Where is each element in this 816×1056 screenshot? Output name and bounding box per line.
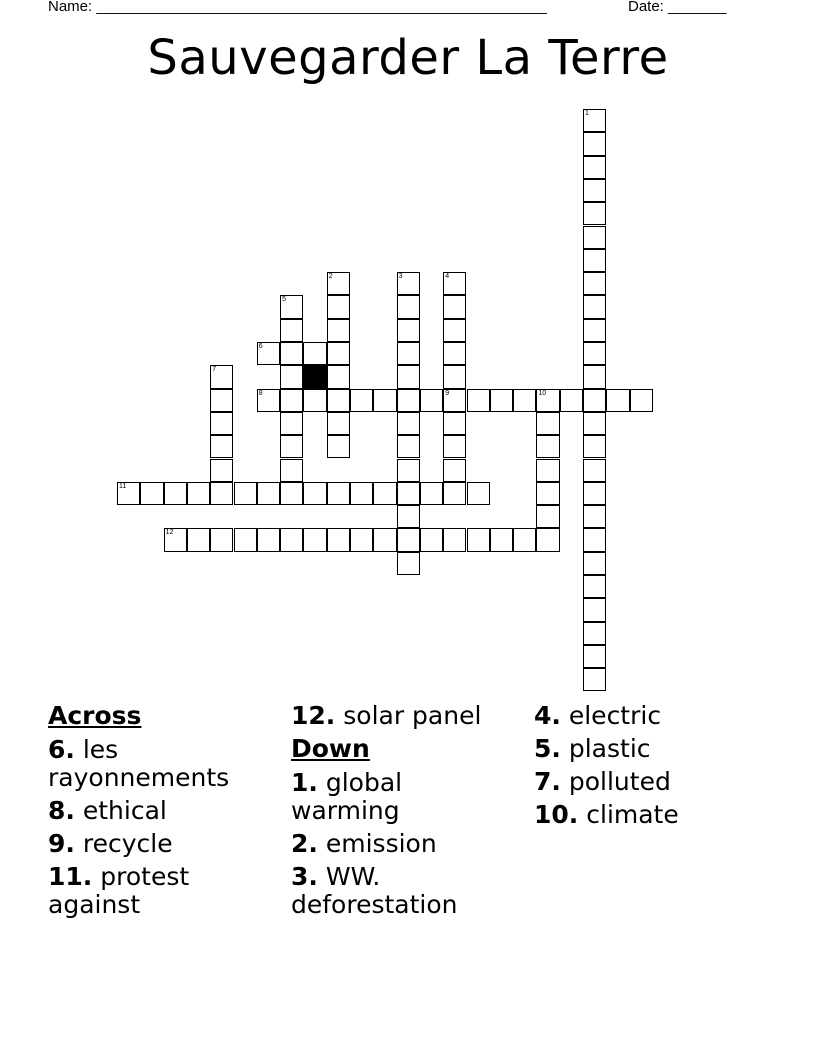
clue-number: 11 xyxy=(119,482,127,490)
grid-cell[interactable] xyxy=(327,435,350,458)
grid-cell[interactable] xyxy=(187,528,210,551)
grid-cell[interactable] xyxy=(234,528,257,551)
clue-column-3 xyxy=(534,702,774,834)
grid-cell[interactable] xyxy=(443,412,466,435)
grid-cell[interactable] xyxy=(536,435,559,458)
grid-cell[interactable] xyxy=(397,528,420,551)
grid-cell[interactable] xyxy=(630,389,653,412)
clue-across-11: 11. protest against xyxy=(48,862,190,919)
grid-cell[interactable] xyxy=(234,482,257,505)
grid-cell[interactable] xyxy=(583,156,606,179)
grid-cell[interactable] xyxy=(280,482,303,505)
clue-across-6: 6. les rayonnements xyxy=(48,735,230,792)
grid-cell[interactable] xyxy=(397,505,420,528)
grid-cell[interactable] xyxy=(327,482,350,505)
grid-cell[interactable] xyxy=(117,482,140,505)
grid-cell[interactable] xyxy=(443,435,466,458)
clue-number: 2 xyxy=(328,273,333,281)
grid-cell[interactable] xyxy=(187,482,210,505)
grid-cell[interactable] xyxy=(513,528,536,551)
grid-cell[interactable] xyxy=(583,202,606,225)
grid-cell[interactable] xyxy=(280,459,303,482)
grid-cell[interactable] xyxy=(583,645,606,668)
grid-cell[interactable] xyxy=(397,295,420,318)
clue-number: 5 xyxy=(282,296,286,304)
grid-cell[interactable] xyxy=(280,365,303,388)
clue-number: 9 xyxy=(445,389,450,397)
grid-cell[interactable] xyxy=(560,389,583,412)
grid-cell[interactable] xyxy=(397,435,420,458)
down-heading: Down xyxy=(291,734,370,763)
grid-cell[interactable] xyxy=(536,482,559,505)
grid-cell[interactable] xyxy=(583,342,606,365)
grid-cell[interactable] xyxy=(536,505,559,528)
grid-cell[interactable] xyxy=(583,319,606,342)
grid-cell[interactable] xyxy=(536,459,559,482)
grid-cell[interactable] xyxy=(140,482,163,505)
grid-cell[interactable] xyxy=(327,412,350,435)
grid-cell[interactable] xyxy=(257,342,280,365)
grid-cell[interactable] xyxy=(210,412,233,435)
grid-cell[interactable] xyxy=(513,389,536,412)
grid-cell[interactable] xyxy=(583,295,606,318)
grid-cell[interactable] xyxy=(164,482,187,505)
grid-cell[interactable] xyxy=(583,272,606,295)
grid-cell[interactable] xyxy=(536,528,559,551)
grid-cell[interactable] xyxy=(210,528,233,551)
grid-cell[interactable] xyxy=(280,528,303,551)
grid-cell[interactable] xyxy=(327,342,350,365)
grid-cell[interactable] xyxy=(257,389,280,412)
grid-cell[interactable] xyxy=(327,389,350,412)
clue-number: 7 xyxy=(212,366,217,374)
clue-number: 10 xyxy=(538,389,547,397)
grid-cell[interactable] xyxy=(350,482,373,505)
grid-cell[interactable] xyxy=(257,528,280,551)
name-field-label: Name: ______________________________________________________ xyxy=(48,0,547,15)
clue-across-9: 9. recycle xyxy=(48,829,173,858)
grid-cell[interactable] xyxy=(583,226,606,249)
grid-cell[interactable] xyxy=(327,295,350,318)
clue-down-10: 10. climate xyxy=(534,800,679,829)
grid-cell[interactable] xyxy=(583,389,606,412)
grid-cell[interactable] xyxy=(443,342,466,365)
grid-cell[interactable] xyxy=(490,528,513,551)
grid-cell[interactable] xyxy=(303,528,326,551)
clue-across-12: 12. solar panel xyxy=(291,701,482,730)
grid-cell[interactable] xyxy=(583,668,606,691)
grid-cell[interactable] xyxy=(210,482,233,505)
grid-cell-blocked xyxy=(303,365,326,388)
grid-cell[interactable] xyxy=(397,459,420,482)
grid-cell[interactable] xyxy=(280,435,303,458)
clue-number: 3 xyxy=(398,273,403,281)
grid-cell[interactable] xyxy=(397,342,420,365)
clue-number: 12 xyxy=(165,529,174,537)
grid-cell[interactable] xyxy=(443,389,466,412)
grid-cell[interactable] xyxy=(373,528,396,551)
clue-down-3: 3. WW. deforestation xyxy=(291,862,458,919)
grid-cell[interactable] xyxy=(583,528,606,551)
grid-cell[interactable] xyxy=(397,365,420,388)
grid-cell[interactable] xyxy=(443,459,466,482)
clue-down-2: 2. emission xyxy=(291,829,437,858)
grid-cell[interactable] xyxy=(583,109,606,132)
clue-down-1: 1. global warming xyxy=(291,768,403,825)
grid-cell[interactable] xyxy=(280,342,303,365)
grid-cell[interactable] xyxy=(583,575,606,598)
grid-cell[interactable] xyxy=(280,319,303,342)
grid-cell[interactable] xyxy=(210,389,233,412)
grid-cell[interactable] xyxy=(420,389,443,412)
grid-cell[interactable] xyxy=(583,459,606,482)
date-field-label: Date: _______ xyxy=(628,0,727,15)
grid-cell[interactable] xyxy=(583,249,606,272)
grid-cell[interactable] xyxy=(210,365,233,388)
grid-cell[interactable] xyxy=(303,389,326,412)
grid-cell[interactable] xyxy=(420,528,443,551)
clue-number: 8 xyxy=(258,389,263,397)
grid-cell[interactable] xyxy=(373,482,396,505)
grid-cell[interactable] xyxy=(210,435,233,458)
clue-number: 1 xyxy=(585,110,589,117)
clue-down-5: 5. plastic xyxy=(534,734,651,763)
grid-cell[interactable] xyxy=(606,389,629,412)
grid-cell[interactable] xyxy=(443,319,466,342)
grid-cell[interactable] xyxy=(467,482,490,505)
grid-cell[interactable] xyxy=(327,528,350,551)
grid-cell[interactable] xyxy=(583,482,606,505)
grid-cell[interactable] xyxy=(443,272,466,295)
grid-cell[interactable] xyxy=(164,528,187,551)
grid-cell[interactable] xyxy=(583,412,606,435)
grid-cell[interactable] xyxy=(373,389,396,412)
grid-cell[interactable] xyxy=(583,132,606,155)
grid-cell[interactable] xyxy=(257,482,280,505)
header xyxy=(48,0,748,15)
grid-cell[interactable] xyxy=(583,622,606,645)
grid-cell[interactable] xyxy=(327,319,350,342)
grid-cell[interactable] xyxy=(397,412,420,435)
grid-cell[interactable] xyxy=(327,272,350,295)
grid-cell[interactable] xyxy=(536,389,559,412)
grid-cell[interactable] xyxy=(280,295,303,318)
grid-cell[interactable] xyxy=(490,389,513,412)
page-title: Sauvegarder La Terre xyxy=(147,30,669,86)
grid-cell[interactable] xyxy=(583,179,606,202)
grid-cell[interactable] xyxy=(303,342,326,365)
clue-across-8: 8. ethical xyxy=(48,796,167,825)
grid-cell[interactable] xyxy=(583,505,606,528)
grid-cell[interactable] xyxy=(327,365,350,388)
grid-cell[interactable] xyxy=(210,459,233,482)
grid-cell[interactable] xyxy=(467,528,490,551)
grid-cell[interactable] xyxy=(536,412,559,435)
clue-number: 4 xyxy=(445,273,450,281)
across-heading: Across xyxy=(48,701,142,730)
grid-cell[interactable] xyxy=(303,482,326,505)
grid-cell[interactable] xyxy=(583,552,606,575)
grid-cell[interactable] xyxy=(350,389,373,412)
grid-cell[interactable] xyxy=(443,295,466,318)
grid-cell[interactable] xyxy=(350,528,373,551)
grid-cell[interactable] xyxy=(397,552,420,575)
grid-cell[interactable] xyxy=(443,365,466,388)
grid-cell[interactable] xyxy=(443,528,466,551)
clue-down-7: 7. polluted xyxy=(534,767,671,796)
grid-cell[interactable] xyxy=(397,319,420,342)
clue-column-2 xyxy=(291,702,501,924)
grid-cell[interactable] xyxy=(397,389,420,412)
grid-cell[interactable] xyxy=(397,272,420,295)
clue-down-4: 4. electric xyxy=(534,701,662,730)
grid-cell[interactable] xyxy=(280,412,303,435)
grid-cell[interactable] xyxy=(443,482,466,505)
grid-cell[interactable] xyxy=(280,389,303,412)
clue-number: 6 xyxy=(258,343,263,350)
grid-cell[interactable] xyxy=(583,598,606,621)
clue-column-1 xyxy=(48,702,288,924)
grid-cell[interactable] xyxy=(583,435,606,458)
grid-cell[interactable] xyxy=(467,389,490,412)
grid-cell[interactable] xyxy=(397,482,420,505)
grid-cell[interactable] xyxy=(583,365,606,388)
grid-cell[interactable] xyxy=(420,482,443,505)
